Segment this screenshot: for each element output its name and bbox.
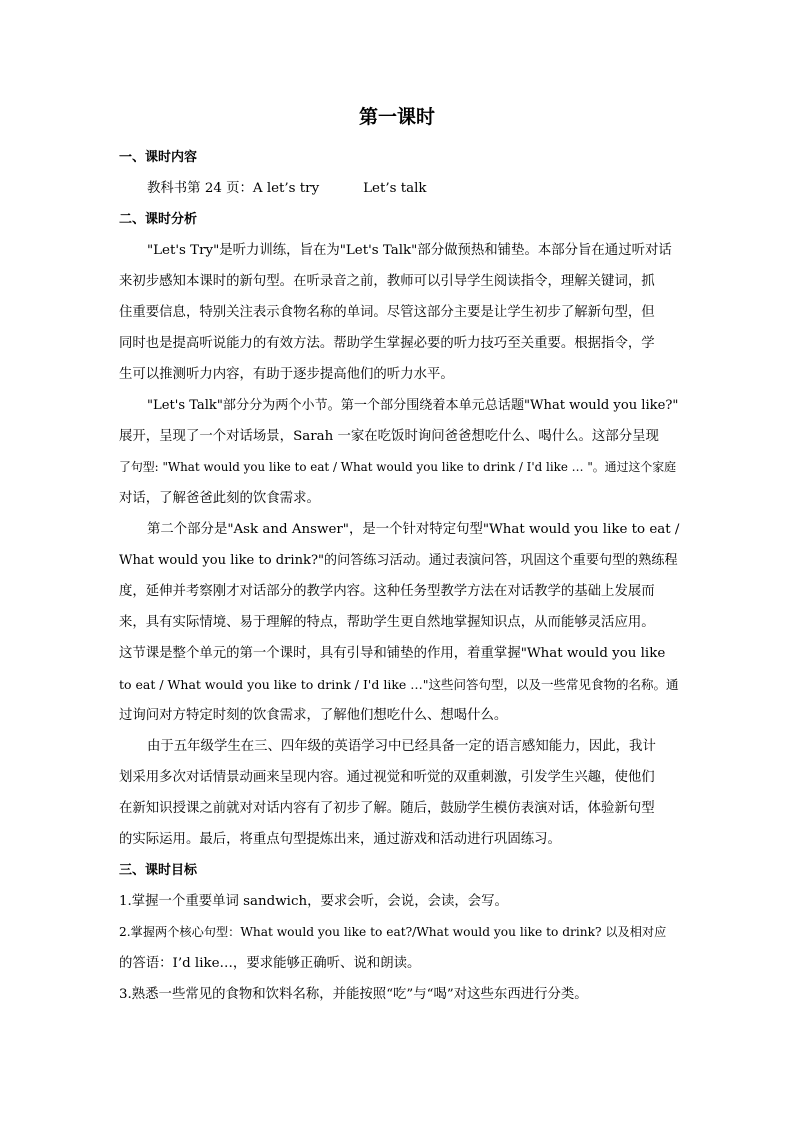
document-body xyxy=(119,142,679,1010)
analysis-paragraph-3 xyxy=(119,514,679,731)
textbook-reference xyxy=(119,173,679,204)
goal-item: 3.熟悉一些常见的食物和饮料名称，并能按照“吃”与“喝”对这些东西进行分类。 xyxy=(119,987,588,1002)
goal-item-continued: 的答语：I’d like…，要求能够正确听、说和朗读。 xyxy=(119,956,421,971)
paragraph-line: 由于五年级学生在三、四年级的英语学习中已经具备一定的语言感知能力，因此，我计 xyxy=(147,739,656,754)
paragraph-line: 生可以推测听力内容，有助于逐步提高他们的听力水平。 xyxy=(119,367,454,382)
paragraph-line: to eat / What would you like to drink / I'd like …"这些问答句型，以及一些常见食物的名称。通 xyxy=(119,677,679,692)
section-heading-content: 一、课时内容 xyxy=(119,150,198,165)
analysis-paragraph-2 xyxy=(119,390,679,514)
paragraph-line: 来初步感知本课时的新句型。在听录音之前，教师可以引导学生阅读指令，理解关键词，抓 xyxy=(119,274,655,289)
paragraph-line: "Let's Talk"部分分为两个小节。第一个部分围绕着本单元总话题"What would you like?" xyxy=(147,398,679,413)
paragraph-line: What would you like to drink?"的问答练习活动。通过表演问答，巩固这个重要句型的熟练程 xyxy=(119,553,678,568)
goals-list xyxy=(119,886,679,1010)
textbook-pages: 教科书第 24 页：A let’s try xyxy=(147,181,320,196)
section-heading-goals: 三、课时目标 xyxy=(119,863,198,878)
paragraph-line: 同时也是提高听说能力的有效方法。帮助学生掌握必要的听力技巧至关重要。根据指令，学 xyxy=(119,336,655,351)
goal-item: 2.掌握两个核心句型：What would you like to eat?/What would you like to drink? 以及相对应 xyxy=(119,925,667,939)
paragraph-line: 展开，呈现了一个对话场景，Sarah 一家在吃饭时询问爸爸想吃什么、喝什么。这部分呈现 xyxy=(119,429,659,444)
analysis-paragraph-1 xyxy=(119,235,679,390)
paragraph-line: 在新知识授课之前就对对话内容有了初步了解。随后，鼓励学生模仿表演对话，体验新句型 xyxy=(119,801,655,816)
paragraph-line: 住重要信息，特别关注表示食物名称的单词。尽管这部分主要是让学生初步了解新句型，但 xyxy=(119,305,655,320)
paragraph-line: 度，延伸并考察刚才对话部分的教学内容。这种任务型教学方法在对话教学的基础上发展而 xyxy=(119,584,655,599)
goal-item: 1.掌握一个重要单词 sandwich，要求会听，会说，会读，会写。 xyxy=(119,894,508,909)
paragraph-line: 的实际运用。最后，将重点句型提炼出来，通过游戏和活动进行巩固练习。 xyxy=(119,832,561,847)
paragraph-line: 了句型: "What would you like to eat / What would you like to drink / I'd like … "。通过这个家庭 xyxy=(119,460,677,474)
paragraph-line: "Let's Try"是听力训练，旨在为"Let's Talk"部分做预热和铺垫。本部分旨在通过听对话 xyxy=(147,243,672,258)
section-heading-analysis: 二、课时分析 xyxy=(119,212,198,227)
paragraph-line: 过询问对方特定时刻的饮食需求，了解他们想吃什么、想喝什么。 xyxy=(119,708,508,723)
analysis-paragraph-4 xyxy=(119,731,679,855)
paragraph-line: 来，具有实际情境、易于理解的特点，帮助学生更自然地掌握知识点，从而能够灵活应用。 xyxy=(119,615,655,630)
page-title: 第一课时 xyxy=(358,106,435,128)
paragraph-line: 第二个部分是"Ask and Answer"，是一个针对特定句型"What would you like to eat / xyxy=(147,522,680,537)
paragraph-line: 划采用多次对话情景动画来呈现内容。通过视觉和听觉的双重刺激，引发学生兴趣，使他们 xyxy=(119,770,655,785)
paragraph-line: 对话，了解爸爸此刻的饮食需求。 xyxy=(119,491,320,506)
lets-talk-label: Let’s talk xyxy=(363,181,427,196)
paragraph-line: 这节课是整个单元的第一个课时，具有引导和铺垫的作用，着重掌握"What would you like xyxy=(119,646,666,661)
